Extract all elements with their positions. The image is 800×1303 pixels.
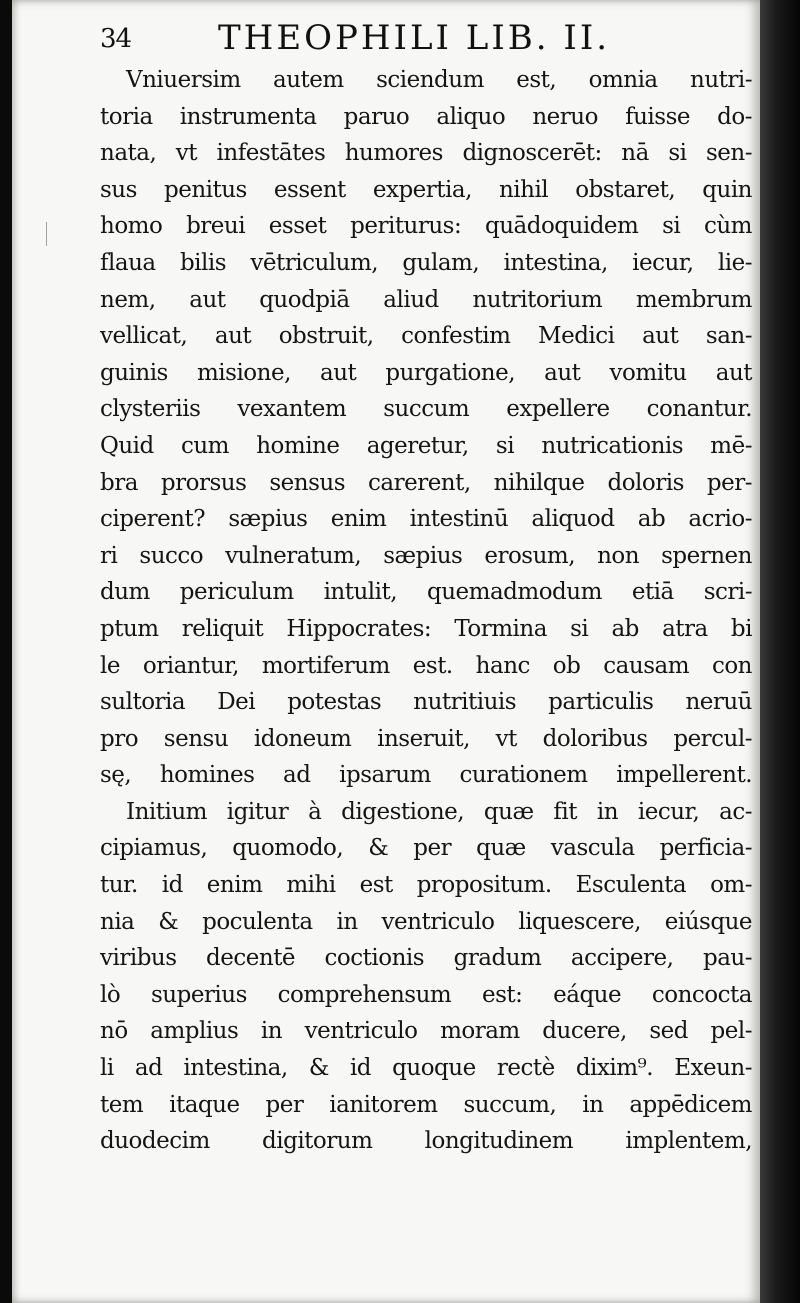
book-page <box>12 0 760 1303</box>
text-line: tem itaque per ianitorem succum, in appēdicem <box>100 1091 752 1118</box>
text-line: sę, homines ad ipsarum curationem impellerent. <box>100 762 752 789</box>
text-line: flaua bilis vētriculum, gulam, intestina, iecur, lie- <box>100 249 752 276</box>
page-header <box>100 14 760 58</box>
text-line: tur. id enim mihi est propositum. Esculenta om- <box>100 872 752 899</box>
text-line: duodecim digitorum longitudinem implentem, <box>100 1128 752 1155</box>
text-line: Initium igitur à digestione, quæ fit in iecur, ac- <box>126 798 752 825</box>
text-line: sultoria Dei potestas nutritiuis particulis neruū <box>100 689 752 716</box>
text-line: le oriantur, mortiferum est. hanc ob causam con <box>100 652 752 679</box>
margin-mark <box>46 222 53 246</box>
text-line: pro sensu idoneum inseruit, vt doloribus percul- <box>100 725 752 752</box>
text-line: ri succo vulneratum, sæpius erosum, non spernen <box>100 542 752 569</box>
text-line: cipiamus, quomodo, & per quæ vascula perficia- <box>100 835 752 862</box>
text-line: dum periculum intulit, quemadmodum etiā scri- <box>100 579 752 606</box>
text-line: vellicat, aut obstruit, confestim Medici aut san- <box>100 323 752 350</box>
text-line: clysteriis vexantem succum expellere conantur. <box>100 396 752 423</box>
body-text <box>100 62 752 1160</box>
text-line: Quid cum homine ageretur, si nutricationis mē- <box>100 432 752 459</box>
text-line: ciperent? sæpius enim intestinū aliquod ab acrio- <box>100 506 752 533</box>
text-line: li ad intestina, & id quoque rectè dixim⁹. Exeun- <box>100 1055 752 1082</box>
text-line: bra prorsus sensus carerent, nihilque doloris per- <box>100 469 752 496</box>
text-line: viribus decentē coctionis gradum accipere, pau- <box>100 945 752 972</box>
text-line: nata, vt infestātes humores dignoscerēt: nā si sen- <box>100 140 752 167</box>
page-gutter-edge <box>760 0 800 1303</box>
text-line: ptum reliquit Hippocrates: Tormina si ab atra bi <box>100 615 752 642</box>
text-line: homo breui esset periturus: quādoquidem si cùm <box>100 213 752 240</box>
text-line: lò superius comprehensum est: eáque concocta <box>100 981 752 1008</box>
text-line: nō amplius in ventriculo moram ducere, sed pel- <box>100 1018 752 1045</box>
running-head: THEOPHILI LIB. II. <box>218 18 611 58</box>
text-line: guinis misione, aut purgatione, aut vomitu aut <box>100 359 752 386</box>
text-line: toria instrumenta paruo aliquo neruo fuisse do- <box>100 103 752 130</box>
page-number: 34 <box>100 24 132 54</box>
text-line: nem, aut quodpiā aliud nutritorium membrum <box>100 286 752 313</box>
text-line: Vniuersim autem sciendum est, omnia nutri- <box>126 67 752 93</box>
text-line: nia & poculenta in ventriculo liquescere, eiúsque <box>100 908 752 935</box>
text-line: sus penitus essent expertia, nihil obstaret, quin <box>100 176 752 203</box>
